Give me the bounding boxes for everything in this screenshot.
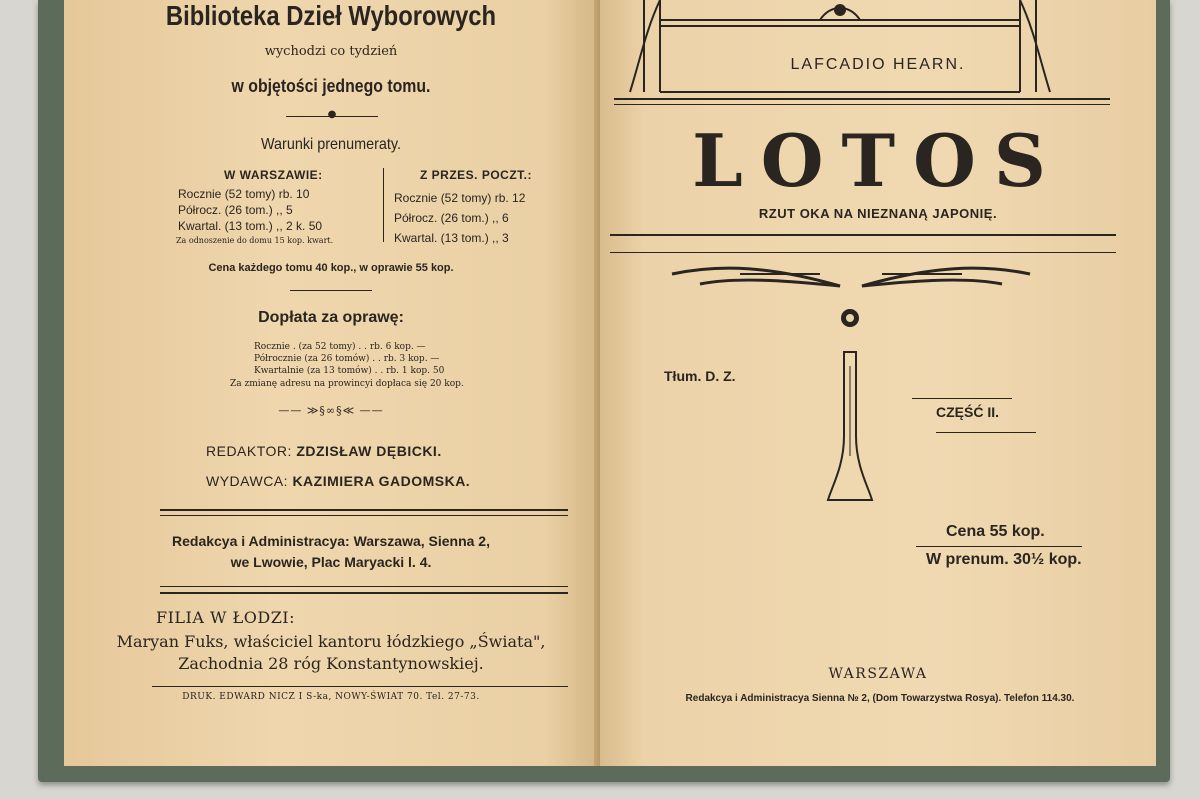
subtitle-rule-a — [610, 234, 1116, 236]
double-rule-top-b — [160, 515, 568, 516]
part-rule-bottom — [936, 432, 1036, 433]
weekly-note: wychodzi co tydzień — [264, 44, 398, 59]
each-volume-price: Cena każdego tomu 40 kop., w oprawie 55 kop. — [208, 262, 454, 274]
series-title: Biblioteka Dzieł Wyborowych — [165, 0, 497, 31]
book-title: LOTOS — [692, 118, 1064, 203]
column-divider — [383, 168, 384, 242]
subtitle-rule-b — [610, 252, 1116, 253]
volume-note: w objętości jednego tomu. — [231, 76, 431, 96]
binding-heading: Dopłata za oprawę: — [258, 309, 404, 326]
filia-heading: FILIA W ŁODZI: — [156, 608, 296, 627]
double-rule-bottom-a — [160, 586, 568, 587]
post-heading: Z PRZES. POCZT.: — [420, 168, 533, 182]
ornament-dot-icon: ● — [327, 109, 337, 120]
post-row-half: Półrocz. (26 tom.) ,, 6 — [394, 211, 509, 225]
publication-city: WARSZAWA — [828, 666, 928, 682]
post-row-yearly: Rocznie (52 tomy) rb. 12 — [394, 191, 526, 205]
right-page — [600, 0, 1156, 766]
price-rule — [916, 546, 1082, 547]
binding-row-quarter: Kwartalnie (za 13 tomów) . . rb. 1 kop. 50 — [254, 366, 445, 376]
left-page — [64, 0, 598, 766]
warsaw-row-yearly: Rocznie (52 tomy) rb. 10 — [178, 187, 310, 201]
admin-address-warsaw: Redakcya i Administracya: Warszawa, Sienna 2, — [172, 533, 490, 549]
conditions-heading: Warunki prenumeraty. — [260, 136, 402, 153]
warsaw-heading: W WARSZAWIE: — [224, 168, 323, 182]
book-subtitle: RZUT OKA NA NIEZNANĄ JAPONIĘ. — [758, 206, 998, 221]
double-rule-top-a — [160, 509, 568, 511]
publisher-address: Redakcya i Administracya Sienna № 2, (Dom Towarzystwa Rosya). Telefon 114.30. — [685, 693, 1075, 704]
double-rule-bottom-b — [160, 592, 568, 594]
printer-rule — [152, 686, 568, 687]
warsaw-row-half: Półrocz. (26 tom.) ,, 5 — [178, 203, 293, 217]
warsaw-row-quarter: Kwartal. (13 tom.) ,, 2 k. 50 — [178, 219, 323, 233]
binding-row-half: Półrocznie (za 26 tomów) . . rb. 3 kop. — — [254, 354, 440, 364]
ornament-divider: —— ≫§∞§≪ —— — [278, 404, 384, 417]
address-change-note: Za zmianę adresu na prowincyi dopłaca się 20 kop. — [230, 379, 464, 389]
part-number: CZĘŚĆ II. — [936, 404, 1000, 420]
post-row-quarter: Kwartal. (13 tom.) ,, 3 — [394, 231, 509, 245]
short-rule — [290, 290, 372, 291]
translator-credit: Tłum. D. Z. — [664, 368, 736, 384]
price: Cena 55 kop. — [946, 523, 1045, 540]
subscription-price: W prenum. 30½ kop. — [926, 551, 1082, 568]
warsaw-delivery-note: Za odnoszenie do domu 15 kop. kwart. — [176, 236, 334, 245]
part-rule-top — [912, 398, 1012, 399]
editor-label: REDAKTOR: — [206, 443, 292, 459]
editor-name: ZDZISŁAW DĘBICKI. — [296, 443, 442, 459]
header-frame-ornament — [600, 0, 1156, 110]
publisher-label: WYDAWCA: — [206, 473, 289, 489]
filia-owner: Maryan Fuks, właściciel kantoru łódzkiego „Świata", — [116, 632, 546, 651]
filia-address: Zachodnia 28 róg Konstantynowskiej. — [178, 654, 484, 673]
author-name: LAFCADIO HEARN. — [790, 56, 966, 73]
admin-address-lwow: we Lwowie, Plac Maryacki l. 4. — [230, 554, 432, 570]
printer-imprint: DRUK. EDWARD NICZ I S-ka, NOWY-ŚWIAT 70. Tel. 27-73. — [182, 692, 480, 702]
binding-row-yearly: Rocznie . (za 52 tomy) . . rb. 6 kop. — — [254, 342, 426, 352]
art-nouveau-ornament — [600, 256, 1156, 516]
publisher-name: KAZIMIERA GADOMSKA. — [292, 473, 471, 489]
